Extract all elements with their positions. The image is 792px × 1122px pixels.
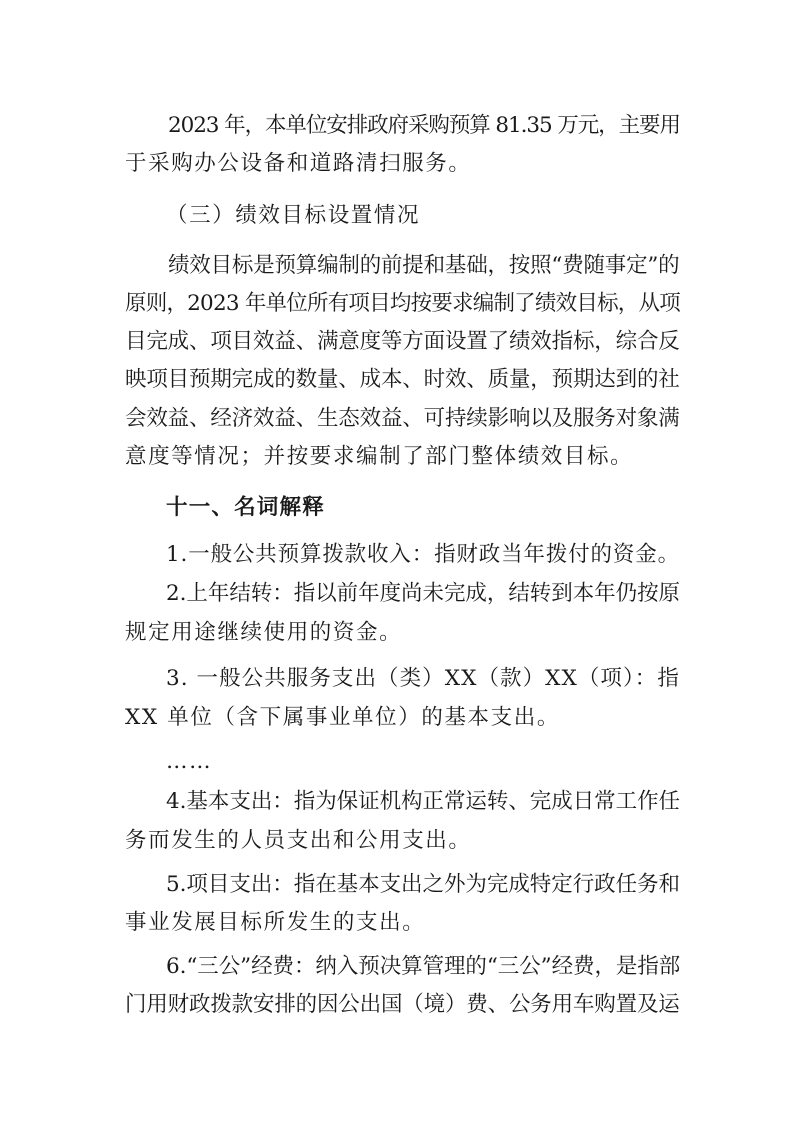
paragraph-performance-line-1: 绩效目标是预算编制的前提和基础，按照“费随事定”的 — [168, 253, 680, 278]
paragraph-performance-line-3: 目完成、项目效益、满意度等方面设置了绩效指标，综合反 — [125, 329, 680, 354]
glossary-item-5-line-2: 事业发展目标所发生的支出。 — [125, 910, 426, 935]
section-heading-glossary: 十一、名词解释 — [166, 495, 325, 520]
glossary-item-1: 1.一般公共预算拨款收入：指财政当年拨付的资金。 — [166, 542, 680, 567]
glossary-item-2-line-1: 2.上年结转：指以前年度尚未完成，结转到本年仍按原 — [166, 581, 681, 606]
glossary-item-5-line-1: 5.项目支出：指在基本支出之外为完成特定行政任务和 — [166, 872, 681, 897]
glossary-item-2-line-2: 规定用途继续使用的资金。 — [125, 620, 403, 645]
glossary-item-4-line-2: 务而发生的人员支出和公用支出。 — [125, 828, 472, 853]
paragraph-performance-line-5: 会效益、经济效益、生态效益、可持续影响以及服务对象满 — [125, 406, 680, 431]
paragraph-performance-line-2: 原则，2023 年单位所有项目均按要求编制了绩效目标，从项 — [125, 291, 680, 316]
paragraph-performance-line-4: 映项目预期完成的数量、成本、时效、质量，预期达到的社 — [125, 367, 680, 392]
paragraph-procurement-line-2: 于采购办公设备和道路清扫服务。 — [125, 151, 472, 176]
glossary-item-6-line-2: 门用财政拨款安排的因公出国（境）费、公务用车购置及运 — [125, 992, 680, 1017]
ellipsis: …… — [166, 749, 213, 774]
glossary-item-3-line-2: XX 单位（含下属事业单位）的基本支出。 — [125, 705, 560, 730]
glossary-item-6-line-1: 6.“三公”经费：纳入预决算管理的“三公”经费，是指部 — [166, 954, 681, 979]
subsection-heading-performance-goals: （三）绩效目标设置情况 — [166, 203, 421, 228]
paragraph-performance-line-6: 意度等情况；并按要求编制了部门整体绩效目标。 — [125, 444, 634, 469]
paragraph-procurement-line-1: 2023 年，本单位安排政府采购预算 81.35 万元，主要用 — [168, 113, 680, 138]
glossary-item-4-line-1: 4.基本支出：指为保证机构正常运转、完成日常工作任 — [166, 789, 681, 814]
glossary-item-3-line-1: 3. 一般公共服务支出（类）XX（款）XX（项）：指 — [166, 666, 680, 691]
